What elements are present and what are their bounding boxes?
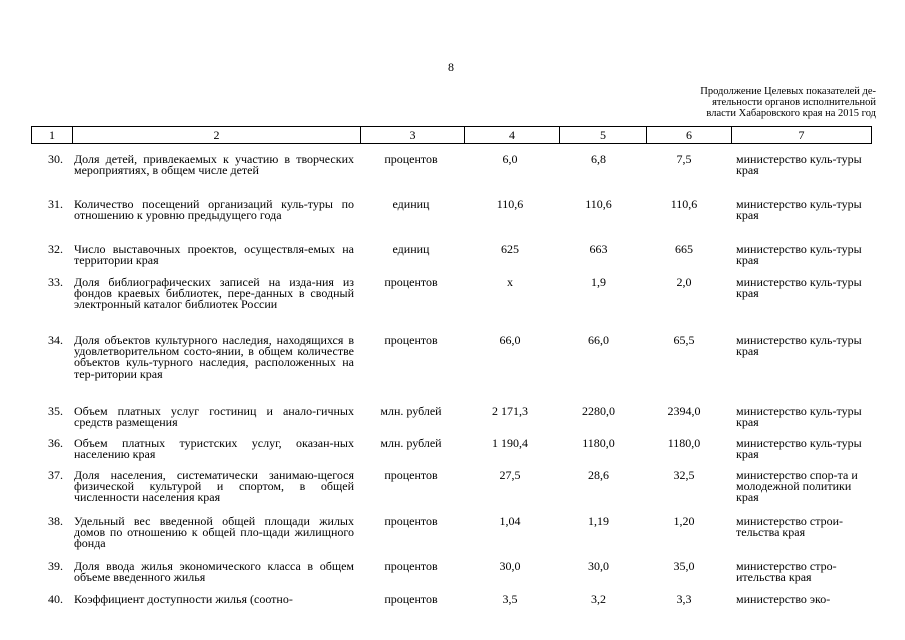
indicator-name: Удельный вес введенной общей площади жилых домов по отношению к общей пло-щади жилищного фонда	[74, 514, 354, 551]
indicator-name: Число выставочных проектов, осуществля-емых на территории края	[74, 242, 354, 268]
value-col5: 1180,0	[582, 436, 615, 450]
value-col4: 2 171,3	[492, 404, 528, 418]
row-number: 31.	[48, 197, 63, 211]
indicator-name: Доля библиографических записей на изда-ния из фондов краевых библиотек, пере-данных в сводный электронный каталог библиотек России	[74, 275, 354, 312]
value-col5: 30,0	[588, 559, 609, 573]
value-col6: 1,20	[673, 514, 695, 528]
caption-line: Продолжение Целевых показателей де-	[700, 86, 876, 97]
value-col6: 110,6	[670, 197, 698, 211]
column-header: 6	[646, 127, 731, 143]
responsible-body: министерство спор-та и молодежной политики края	[736, 468, 858, 505]
caption-line: ятельности органов исполнительной	[712, 97, 876, 108]
value-col4: 30,0	[499, 559, 521, 573]
value-col6: 32,5	[673, 468, 695, 482]
indicator-name: Количество посещений организаций куль-туры по отношению к уровню предыдущего года	[74, 197, 354, 223]
value-col6: 2394,0	[667, 404, 701, 418]
responsible-body: министерство куль-туры края	[736, 197, 862, 223]
responsible-body: министерство эко-	[736, 592, 831, 606]
responsible-body: министерство строи-тельства края	[736, 514, 844, 540]
unit: процентов	[384, 275, 438, 289]
value-col5: 110,6	[585, 197, 612, 211]
table-header	[31, 126, 872, 144]
unit: процентов	[384, 333, 438, 347]
page-number: 8	[448, 60, 454, 74]
value-col6: 3,3	[676, 592, 692, 606]
value-col4: 625	[501, 242, 519, 256]
responsible-body: министерство куль-туры края	[736, 404, 862, 430]
indicator-name: Доля населения, систематически занимаю-щегося физической культурой и спортом, в общей численности населения края	[74, 468, 354, 505]
responsible-body: министерство куль-туры края	[736, 152, 862, 178]
row-number: 38.	[48, 514, 63, 528]
responsible-body: министерство стро-ительства края	[736, 559, 837, 585]
responsible-body: министерство куль-туры края	[736, 242, 862, 268]
value-col6: 1180,0	[667, 436, 701, 450]
value-col6: 65,5	[673, 333, 695, 347]
row-number: 34.	[48, 333, 63, 347]
column-header: 1	[49, 128, 55, 142]
indicator-name: Доля ввода жилья экономического класса в общем объеме введенного жилья	[74, 559, 354, 585]
unit: процентов	[384, 592, 438, 606]
value-col4: 1,04	[499, 514, 521, 528]
value-col4: 27,5	[499, 468, 521, 482]
caption-line: власти Хабаровского края на 2015 год	[706, 108, 876, 119]
value-col6: 2,0	[676, 275, 692, 289]
unit: млн. рублей	[380, 404, 442, 418]
value-col6: 35,0	[673, 559, 695, 573]
unit: процентов	[384, 514, 438, 528]
value-col5: 2280,0	[582, 404, 615, 418]
responsible-body: министерство куль-туры края	[736, 275, 862, 301]
value-col4: 6,0	[502, 152, 518, 166]
value-col5: 6,8	[591, 152, 606, 166]
indicator-name: Объем платных услуг гостиниц и анало-гичных средств размещения	[74, 404, 354, 430]
value-col5: 663	[589, 242, 608, 256]
unit: процентов	[384, 559, 438, 573]
column-header: 5	[559, 127, 646, 143]
value-col5: 3,2	[591, 592, 606, 606]
column-header: 2	[72, 127, 360, 143]
unit: единиц	[392, 242, 430, 256]
value-col4: 1 190,4	[492, 436, 528, 450]
column-header: 4	[464, 127, 559, 143]
row-number: 40.	[48, 592, 63, 606]
value-col4: 66,0	[499, 333, 521, 347]
value-col6: 7,5	[676, 152, 692, 166]
value-col6: 665	[675, 242, 693, 256]
unit: млн. рублей	[380, 436, 442, 450]
value-col4: 110,6	[496, 197, 524, 211]
row-number: 35.	[48, 404, 63, 418]
value-col5: 66,0	[588, 333, 609, 347]
indicator-name: Коэффициент доступности жилья (соотно-	[74, 592, 293, 606]
unit: процентов	[384, 468, 438, 482]
indicator-name: Доля объектов культурного наследия, находящихся в удовлетворительном состо-янии, в общем количестве объектов куль-турного наследия, расположенных на тер-ритории края	[74, 333, 354, 381]
value-col5: 1,19	[588, 514, 609, 528]
value-col5: 28,6	[588, 468, 609, 482]
row-number: 32.	[48, 242, 63, 256]
value-col4: 3,5	[502, 592, 518, 606]
indicator-name: Доля детей, привлекаемых к участию в творческих мероприятиях, в общем числе детей	[74, 152, 354, 178]
responsible-body: министерство куль-туры края	[736, 436, 862, 462]
row-number: 30.	[48, 152, 63, 166]
table-caption	[648, 86, 876, 119]
unit: процентов	[384, 152, 438, 166]
value-col4: х	[507, 275, 513, 289]
row-number: 37.	[48, 468, 63, 482]
row-number: 36.	[48, 436, 63, 450]
indicator-name: Объем платных туристских услуг, оказан-ных населению края	[74, 436, 354, 462]
row-number: 39.	[48, 559, 63, 573]
unit: единиц	[392, 197, 430, 211]
column-header: 7	[731, 127, 871, 143]
responsible-body: министерство куль-туры края	[736, 333, 862, 359]
row-number: 33.	[48, 275, 63, 289]
value-col5: 1,9	[591, 275, 606, 289]
column-header: 3	[360, 127, 464, 143]
